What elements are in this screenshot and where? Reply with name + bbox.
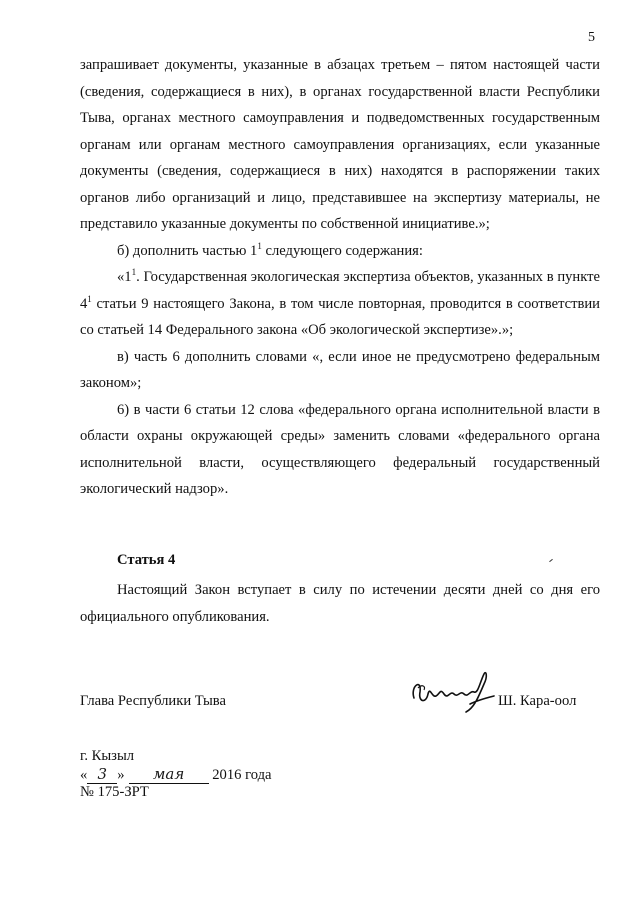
page-number: 5 xyxy=(588,30,595,45)
place-of-signing: г. Кызыл xyxy=(80,748,135,764)
article-4-heading: Статья 4 xyxy=(117,552,176,568)
date-month: мая xyxy=(129,765,209,784)
paragraph-continuation: запрашивает документы, указанные в абзацах третьем – пятом настоящей части (сведения, содержащиеся в них), в органах государственной власти Республики Тыва, органах местного самоуправления и подведомственных государственным органам или органам местного самоуправления организациях, если указанные документы (сведения, содержащиеся в них) находятся в распоряжении таких органов либо организаций и лицо, представившее на экспертизу материалы, не представило указанные документы по собственной инициативе.»; xyxy=(80,57,600,232)
amendments-body xyxy=(80,52,600,503)
signing-date: « 3 » мая 2016 года xyxy=(80,765,272,783)
paragraph-b: б) дополнить частью $1^1$ следующего содержания: xyxy=(117,240,423,259)
scan-speck xyxy=(549,559,553,562)
signatory-name: Ш. Кара-оол xyxy=(498,693,577,709)
paragraph-v: в) часть 6 дополнить словами «, если иное не предусмотрено федеральным законом»; xyxy=(80,348,600,391)
law-number: № 175-ЗРТ xyxy=(80,784,149,800)
article-4-text: Настоящий Закон вступает в силу по истечении десяти дней со дня его официального опубликования. xyxy=(80,582,600,625)
paragraph-part-1-1: «$1^1$. Государственная экологическая экспертиза объектов, указанных в пункте $4^1$ статьи 9 настоящего Закона, в том числе повторная, проводится в соответствии со статьей 14 Федерального закона «Об экологической экспертизе».»; xyxy=(80,267,600,338)
date-year: 2016 года xyxy=(212,767,272,783)
paragraph-6: 6) в части 6 статьи 12 слова «федерального органа исполнительной власти в области охраны окружающей среды» заменить словами «федерального органа исполнительной власти, осуществляющего федеральный государственный экологический надзор». xyxy=(80,401,600,497)
handwritten-signature xyxy=(408,668,504,714)
signatory-title: Глава Республики Тыва xyxy=(80,693,226,709)
date-day: 3 xyxy=(87,765,117,784)
